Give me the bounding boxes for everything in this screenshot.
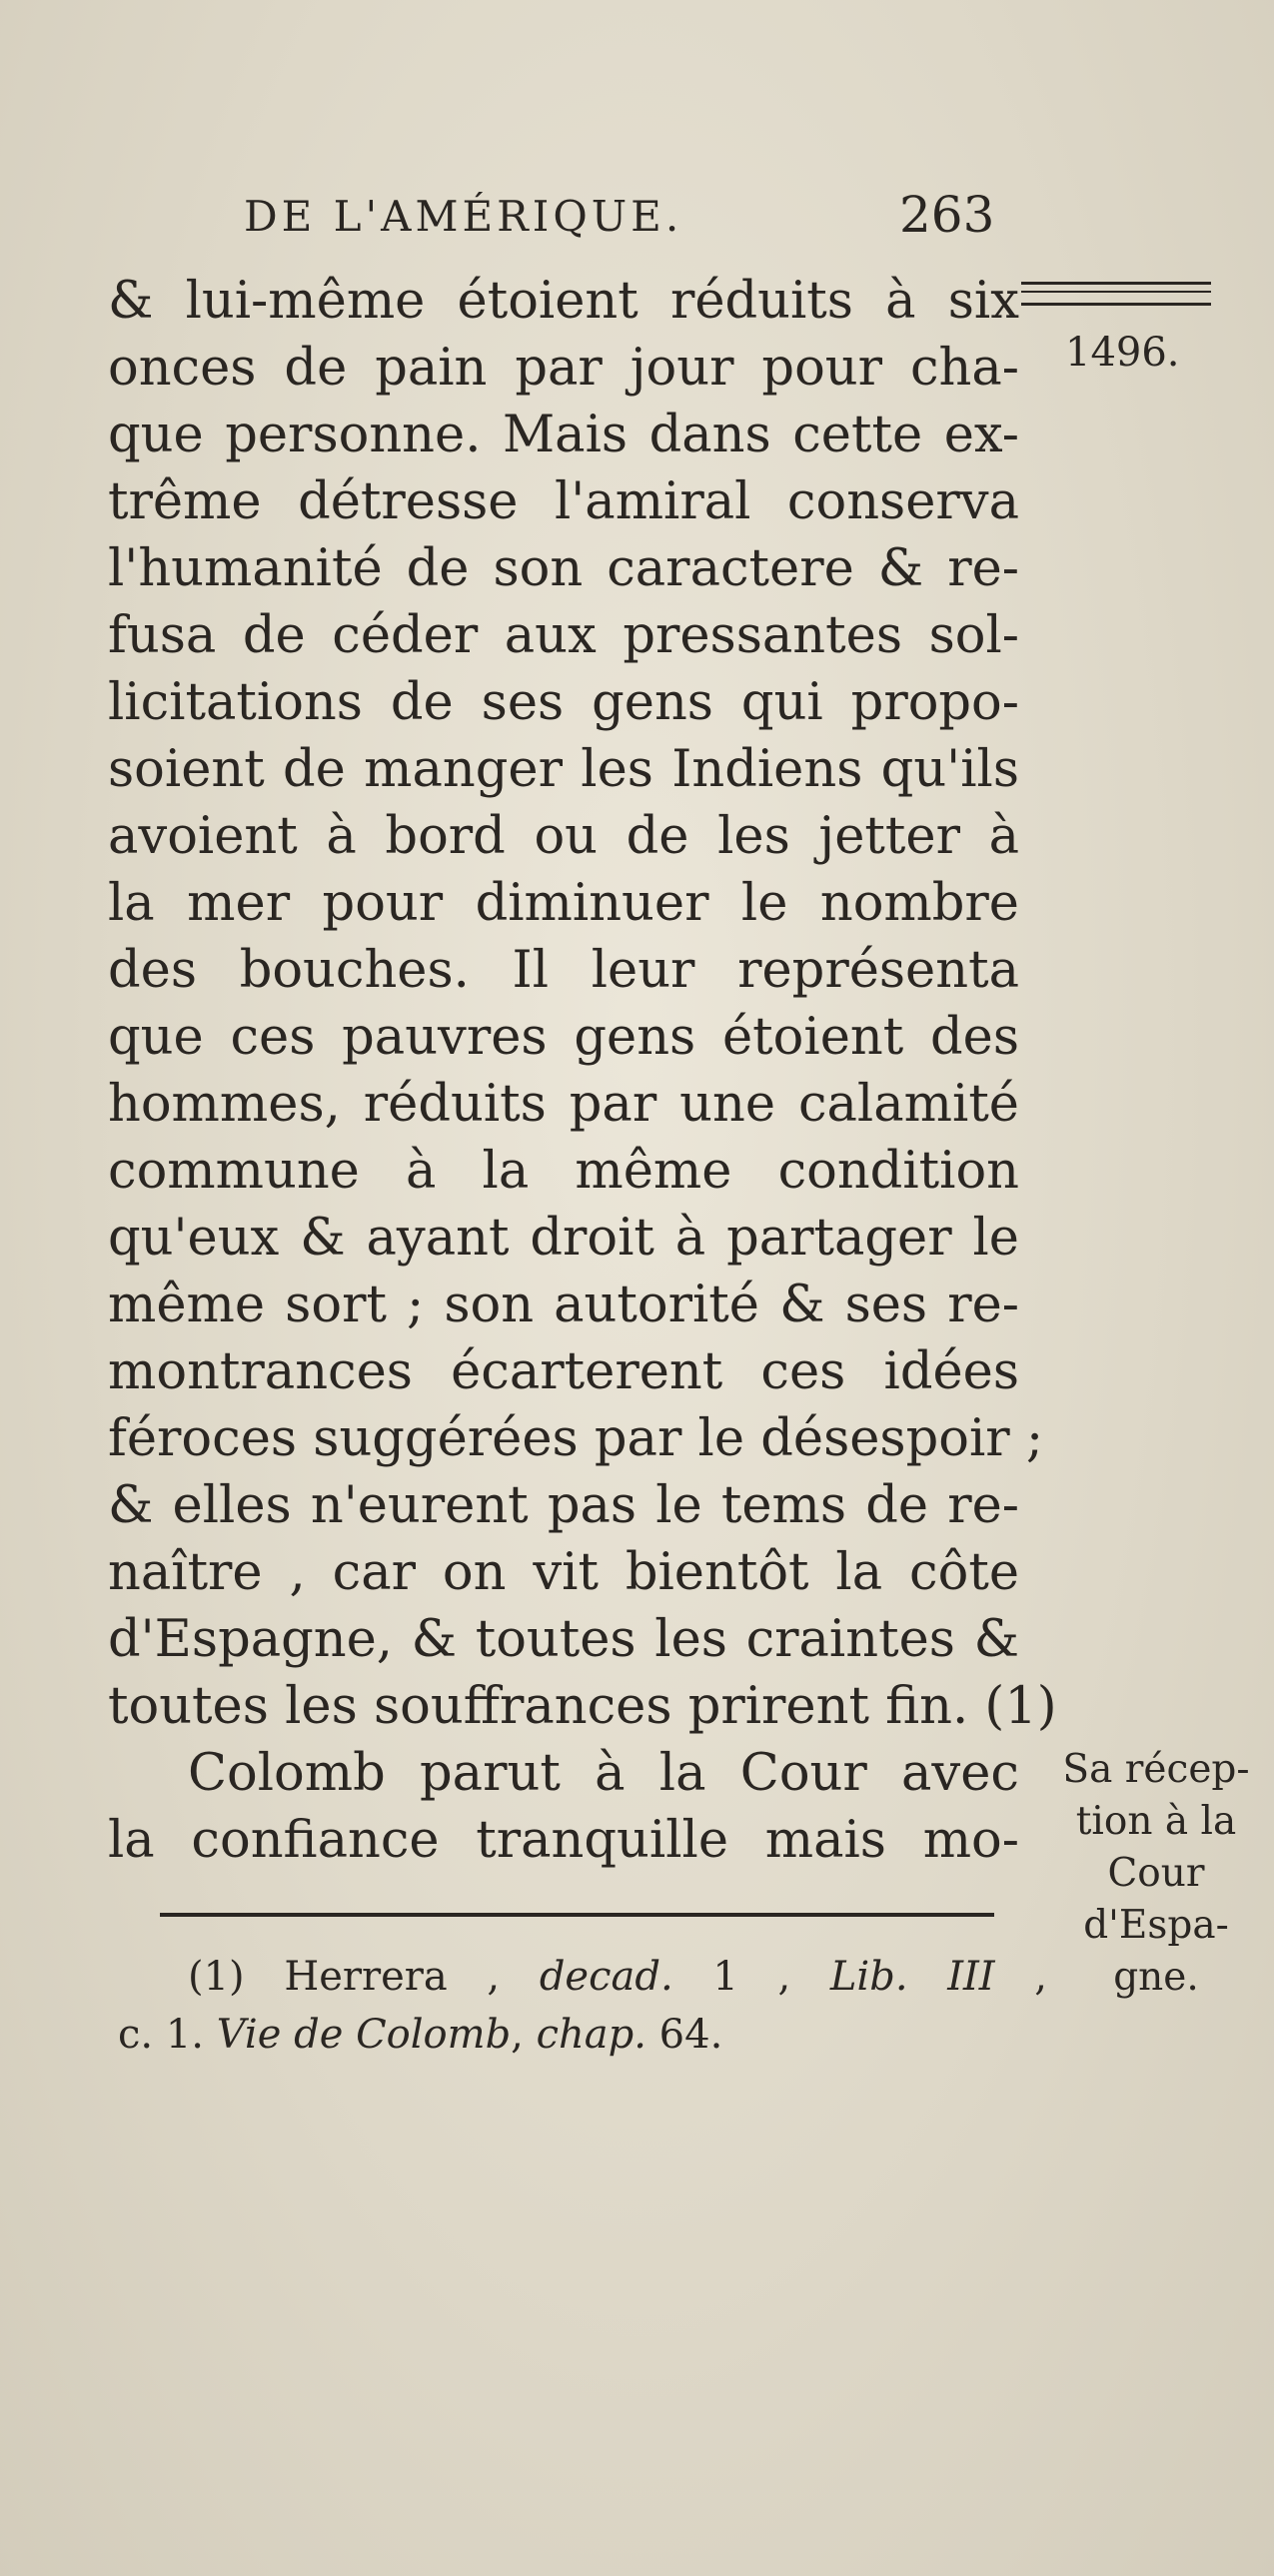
margin-rule (1021, 282, 1211, 306)
text-line: féroces suggérées par le désespoir ; (108, 1409, 1044, 1468)
footnote-line-1 (118, 1948, 1047, 2006)
text-line: trême détresse l'amiral conserva (108, 472, 1019, 531)
text-line: commune à la même condition (108, 1142, 1019, 1201)
text-line: toutes les souffrances prirent fin. (1) (108, 1677, 1057, 1736)
margin-year: 1496. (1065, 330, 1180, 376)
text-line: l'humanité de son caractere & re- (108, 539, 1019, 598)
text-line-paragraph-start: Colomb parut à la Cour avec (188, 1744, 1019, 1803)
text-line: même sort ; son autorité & ses re- (108, 1276, 1019, 1334)
footnote-italic: Lib. III (829, 1954, 995, 2000)
page-number: 263 (899, 186, 995, 244)
margin-note-line: Cour (1107, 1851, 1205, 1896)
text-line: d'Espagne, & toutes les craintes & (108, 1610, 1019, 1669)
text-line: naître , car on vit bientôt la côte (108, 1543, 1019, 1602)
running-header-title: DE L'AMÉRIQUE. (244, 192, 683, 241)
margin-note-line: tion à la (1075, 1799, 1237, 1844)
margin-note-line: gne. (1113, 1955, 1199, 2000)
footnote-line-2 (118, 2006, 1047, 2064)
footnote-italic: Vie de Colomb (216, 2012, 512, 2058)
margin-note (1041, 1744, 1271, 2004)
text-line: qu'eux & ayant droit à partager le (108, 1209, 1019, 1268)
margin-note-line: d'Espa- (1083, 1903, 1229, 1948)
footnote-text: , (994, 1954, 1047, 2000)
text-line: fusa de céder aux pressantes sol- (108, 606, 1019, 665)
footnote-italic: decad. (539, 1954, 673, 2000)
footnote-rule (160, 1913, 994, 1917)
text-line: & lui-même étoient réduits à six (108, 272, 1019, 331)
text-line: avoient à bord ou de les jetter à (108, 807, 1019, 866)
text-line: hommes, réduits par une calamité (108, 1075, 1019, 1134)
footnote (118, 1948, 1047, 2064)
footnote-text: 1 , (672, 1954, 830, 2000)
body-text (108, 268, 1057, 1874)
text-line: que ces pauvres gens étoient des (108, 1008, 1019, 1067)
text-line: que personne. Mais dans cette ex- (108, 406, 1019, 464)
text-line: montrances écarterent ces idées (108, 1342, 1019, 1401)
text-line: la confiance tranquille mais mo- (108, 1811, 1019, 1870)
text-line: onces de pain par jour pour cha- (108, 339, 1019, 398)
text-line: la mer pour diminuer le nombre (108, 874, 1019, 933)
text-line: soient de manger les Indiens qu'ils (108, 740, 1019, 799)
footnote-text: 64. (645, 2012, 723, 2058)
text-line: licitations de ses gens qui propo- (108, 673, 1019, 732)
text-line: des bouches. Il leur représenta (108, 941, 1019, 1000)
margin-note-line: Sa récep- (1062, 1747, 1250, 1792)
text-line: & elles n'eurent pas le tems de re- (108, 1476, 1019, 1535)
footnote-italic: chap. (536, 2012, 646, 2058)
footnote-text: , (511, 2012, 537, 2058)
footnote-text: (1) Herrera , (188, 1954, 540, 2000)
footnote-text: c. 1. (118, 2012, 217, 2058)
